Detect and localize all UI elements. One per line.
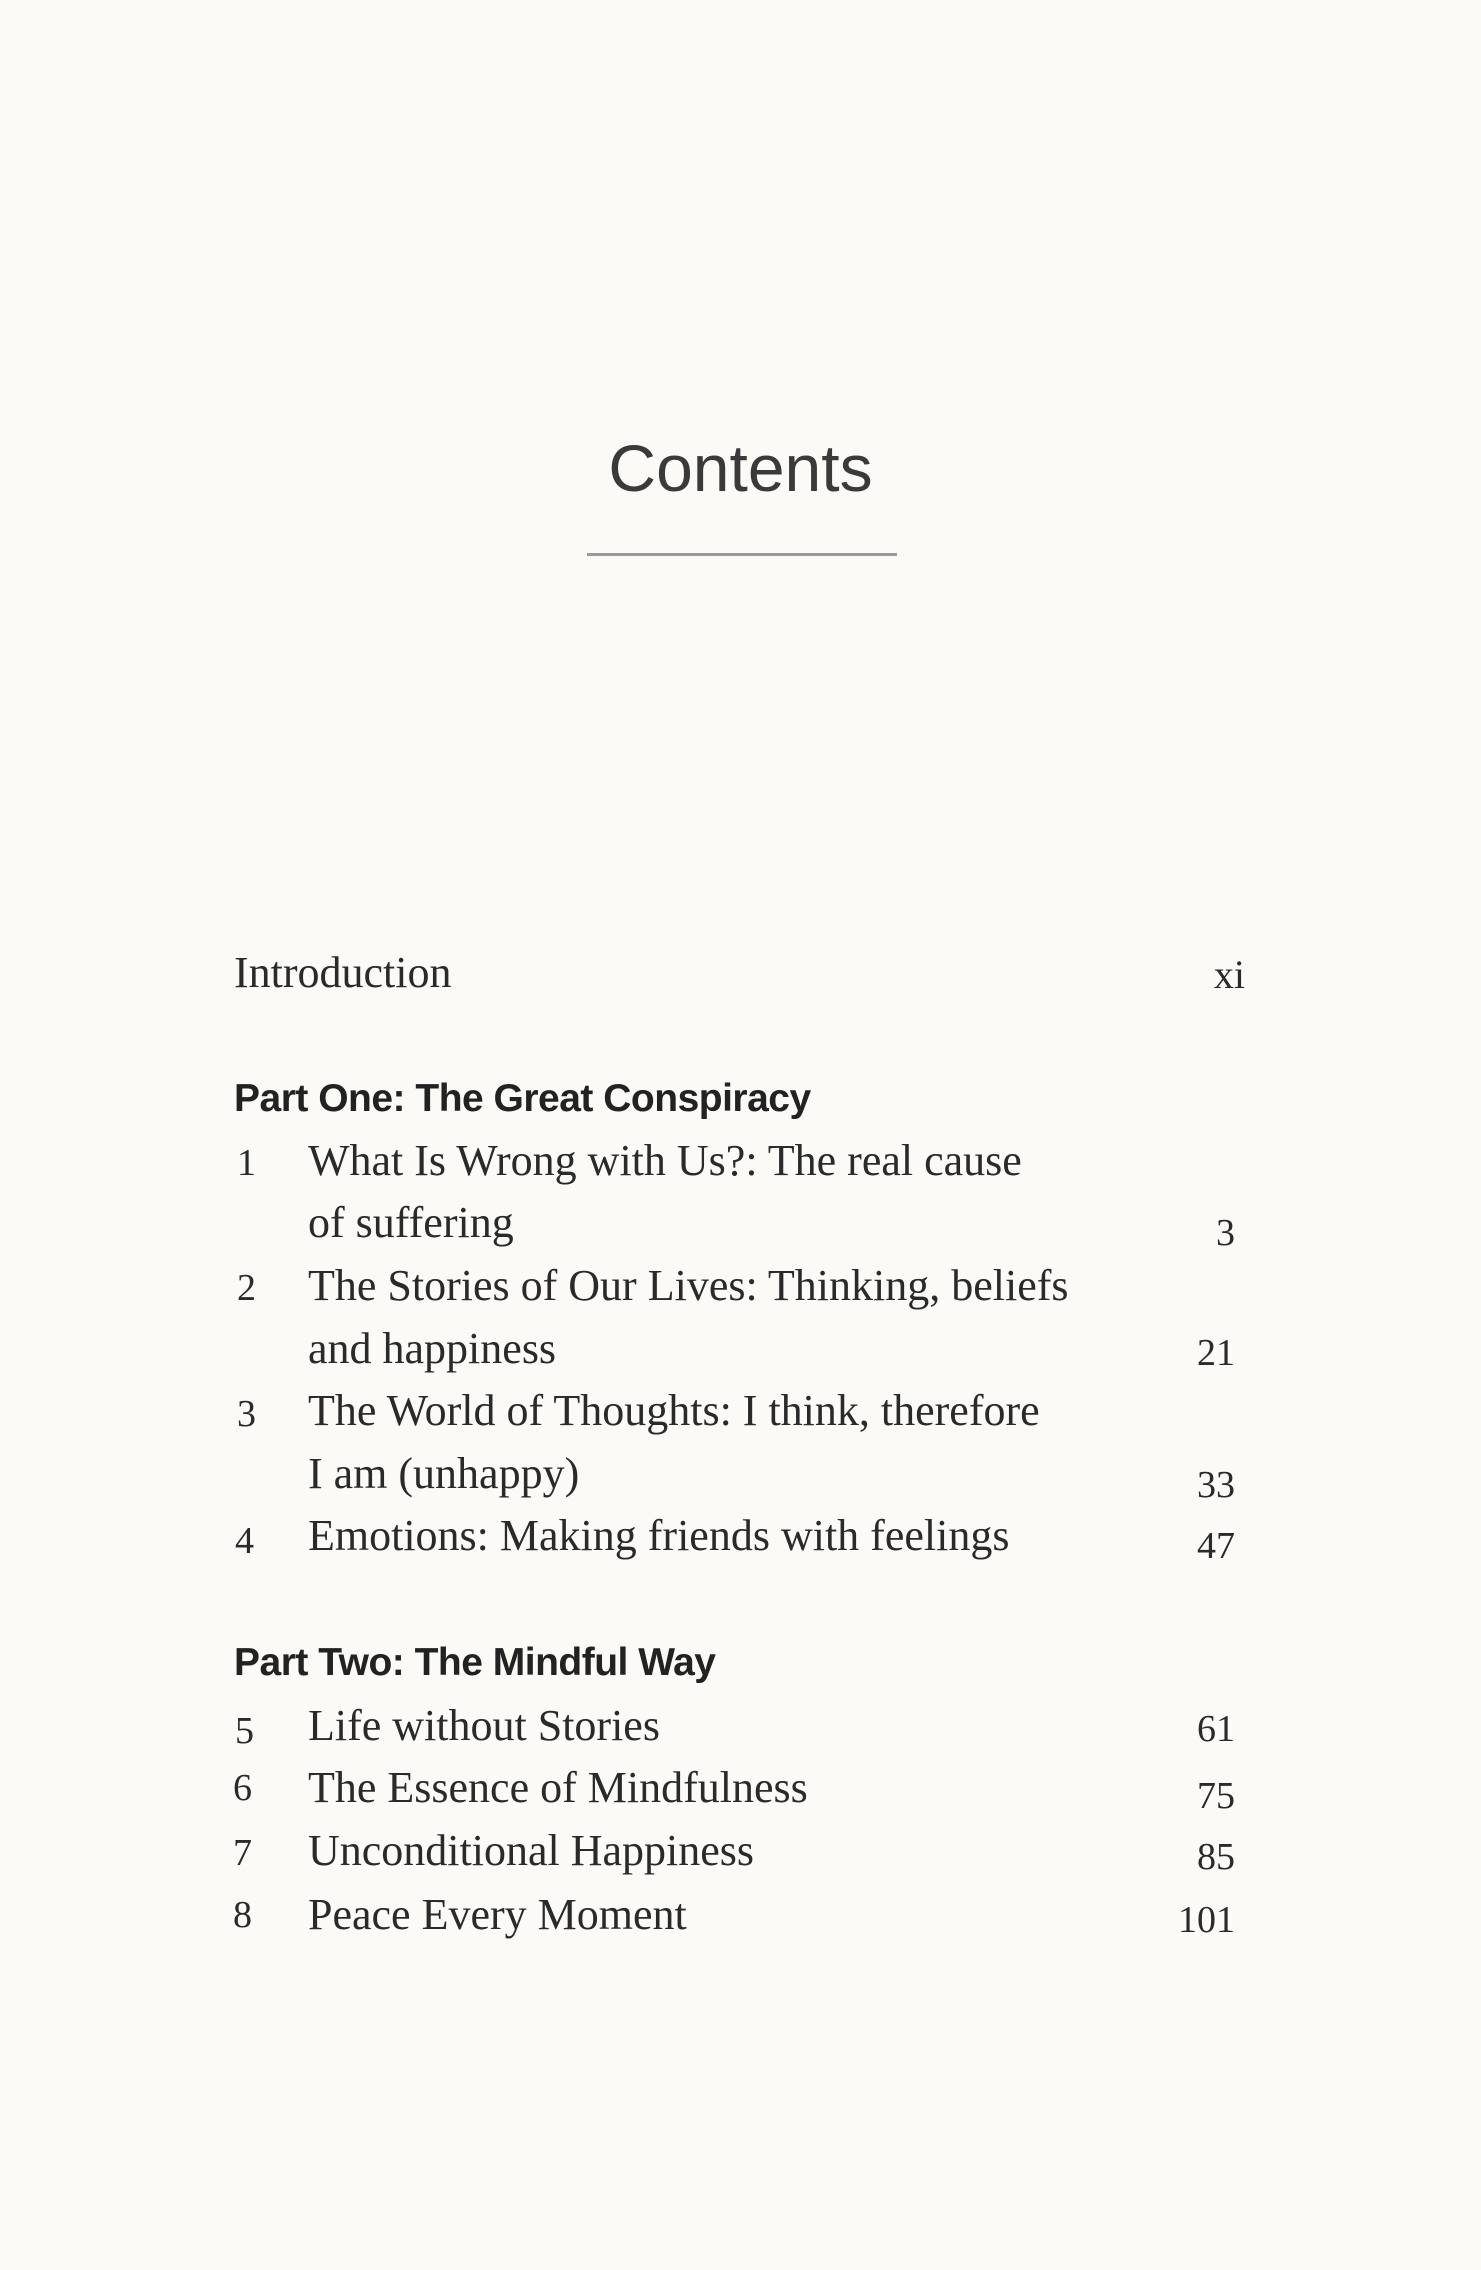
chapter-2-title-line2[interactable]: and happiness [308,1324,557,1373]
chapter-5-title[interactable]: Life without Stories [308,1701,660,1750]
chapter-8-title[interactable]: Peace Every Moment [308,1890,687,1939]
chapter-6-number: 6 [233,1767,252,1809]
chapter-5-page: 61 [1197,1708,1235,1750]
toc-introduction-page: xi [1213,952,1245,997]
chapter-8-page: 101 [1178,1899,1235,1941]
chapter-3-page: 33 [1197,1464,1235,1506]
chapter-7-title[interactable]: Unconditional Happiness [308,1826,755,1875]
title-divider [587,553,897,556]
chapter-1-title-line1[interactable]: What Is Wrong with Us?: The real cause [308,1136,1022,1185]
part-two-heading: Part Two: The Mindful Way [234,1641,716,1684]
chapter-4-number: 4 [235,1520,254,1562]
chapter-2-page: 21 [1197,1332,1235,1374]
chapter-5-number: 5 [235,1710,254,1752]
chapter-7-page: 85 [1197,1836,1235,1878]
part-one-heading: Part One: The Great Conspiracy [234,1077,811,1120]
chapter-2-title-line1[interactable]: The Stories of Our Lives: Thinking, beliefs [308,1261,1069,1310]
chapter-1-page: 3 [1216,1212,1235,1254]
chapter-3-title-line1[interactable]: The World of Thoughts: I think, therefore [308,1386,1040,1435]
page-title: Contents [608,431,873,505]
chapter-6-page: 75 [1197,1775,1235,1817]
chapter-8-number: 8 [233,1894,252,1936]
chapter-3-title-line2[interactable]: I am (unhappy) [308,1449,580,1498]
chapter-7-number: 7 [233,1832,252,1874]
toc-introduction-title[interactable]: Introduction [234,948,452,997]
chapter-2-number: 2 [237,1267,256,1309]
chapter-6-title[interactable]: The Essence of Mindfulness [308,1763,808,1812]
chapter-1-number: 1 [237,1142,256,1184]
chapter-4-title-line1[interactable]: Emotions: Making friends with feelings [308,1511,1010,1560]
chapter-1-title-line2[interactable]: of suffering [308,1198,514,1247]
chapter-4-page: 47 [1197,1525,1235,1567]
chapter-3-number: 3 [237,1393,256,1435]
